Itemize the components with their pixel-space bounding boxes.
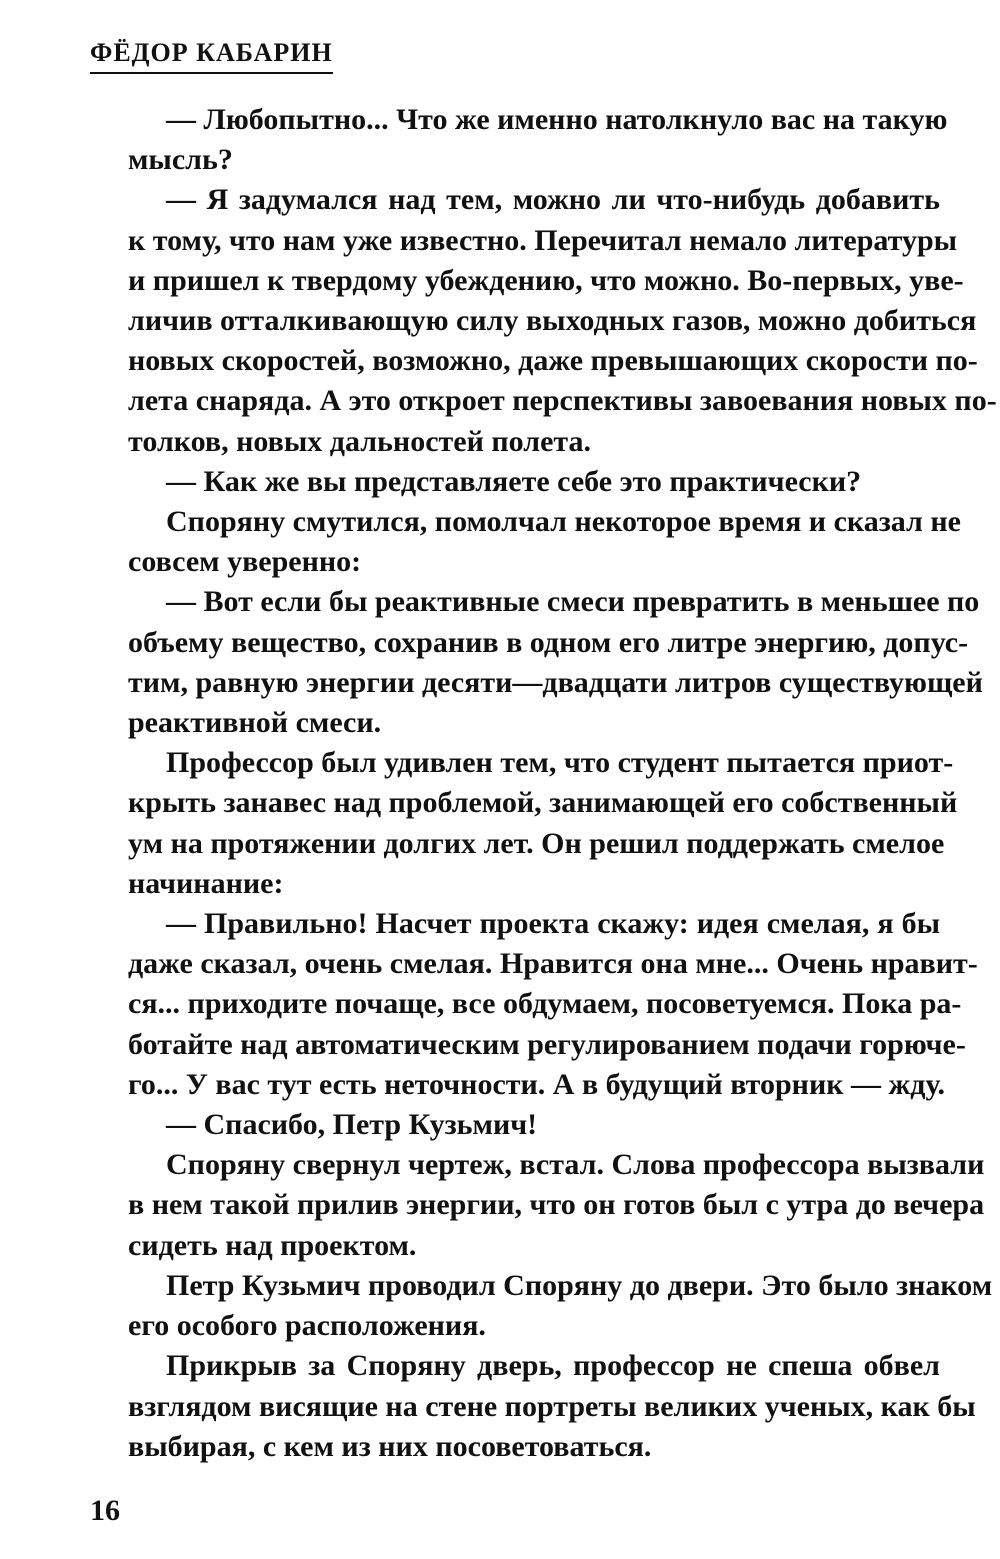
paragraph: [90, 502, 961, 582]
text-line: Прикрыв за Споряну дверь, профессор не спеша обвел: [166, 1349, 940, 1383]
text-line: — Любопытно... Что же именно натолкнуло вас на такую: [166, 103, 948, 136]
text-line: Споряну смутился, помолчал некоторое время и сказал не: [166, 505, 961, 539]
text-line: го... У вас тут есть неточности. А в будущий вторник — жду.: [128, 1067, 945, 1101]
text-line: к тому, что нам уже известно. Перечитал немало литературы: [128, 223, 958, 257]
paragraph: [90, 582, 983, 743]
text-line: ся... приходите почаще, все обдумаем, посоветуемся. Пока ра-: [128, 987, 962, 1021]
text-line: тим, равную энергии десяти—двадцати литров существующей: [128, 665, 983, 699]
body-text: [90, 100, 997, 1467]
text-line: и пришел к твердому убеждению, что можно. Во-первых, уве-: [128, 263, 964, 297]
text-line: начинание:: [128, 866, 284, 900]
text-line: даже сказал, очень смелая. Нравится она мне... Очень нравит-: [128, 947, 978, 981]
text-line: совсем уверенно:: [128, 545, 362, 579]
text-line: ботайте над автоматическим регулированием подачи горюче-: [128, 1027, 966, 1061]
paragraph: [90, 100, 948, 180]
text-line: толков, новых дальностей полета.: [128, 424, 591, 458]
text-line: объему вещество, сохранив в одном его литре энергию, допус-: [128, 625, 969, 659]
paragraph: [90, 1145, 985, 1266]
running-head: ФЁДОР КАБАРИН: [90, 36, 333, 74]
paragraph: [90, 180, 997, 461]
text-line: — Как же вы представляете себе это практически?: [166, 464, 862, 498]
paragraph: [90, 743, 958, 904]
text-line: новых скоростей, возможно, даже превышающих скорости по-: [128, 344, 978, 378]
text-line: сидеть над проектом.: [128, 1228, 417, 1262]
text-line: мысль?: [128, 143, 233, 177]
text-line: — Спасибо, Петр Кузьмич!: [166, 1108, 538, 1142]
paragraph: [90, 1346, 976, 1467]
text-line: в нем такой прилив энергии, что он готов был с утра до вечера: [128, 1188, 985, 1222]
text-line: Петр Кузьмич проводил Споряну до двери. Это было знаком: [166, 1268, 993, 1302]
text-line: крыть занавес над проблемой, занимающей его собственный: [128, 786, 958, 820]
page-number: 16: [90, 1494, 120, 1527]
text-line: лета снаряда. А это откроет перспективы завоевания новых по-: [128, 384, 997, 418]
paragraph: [90, 904, 978, 1105]
text-line: ум на протяжении долгих лет. Он решил поддержать смелое: [128, 826, 945, 860]
text-line: личив отталкивающую силу выходных газов, можно добиться: [128, 304, 977, 338]
text-line: его особого расположения.: [128, 1309, 486, 1343]
text-line: взглядом висящие на стене портреты великих ученых, как бы: [128, 1389, 976, 1423]
text-line: реактивной смеси.: [128, 706, 382, 740]
text-line: — Вот если бы реактивные смеси превратить в меньшее по: [166, 585, 980, 619]
text-line: — Правильно! Насчет проекта скажу: идея смелая, я бы: [166, 907, 940, 941]
text-line: Профессор был удивлен тем, что студент пытается приот-: [166, 746, 954, 780]
text-line: Споряну свернул чертеж, встал. Слова профессора вызвали: [166, 1148, 985, 1182]
paragraph: [90, 1105, 940, 1145]
paragraph: [90, 462, 940, 502]
text-line: — Я задумался над тем, можно ли что-нибудь добавить: [166, 183, 940, 217]
text-line: выбирая, с кем из них посоветоваться.: [128, 1429, 652, 1463]
paragraph: [90, 1266, 993, 1346]
